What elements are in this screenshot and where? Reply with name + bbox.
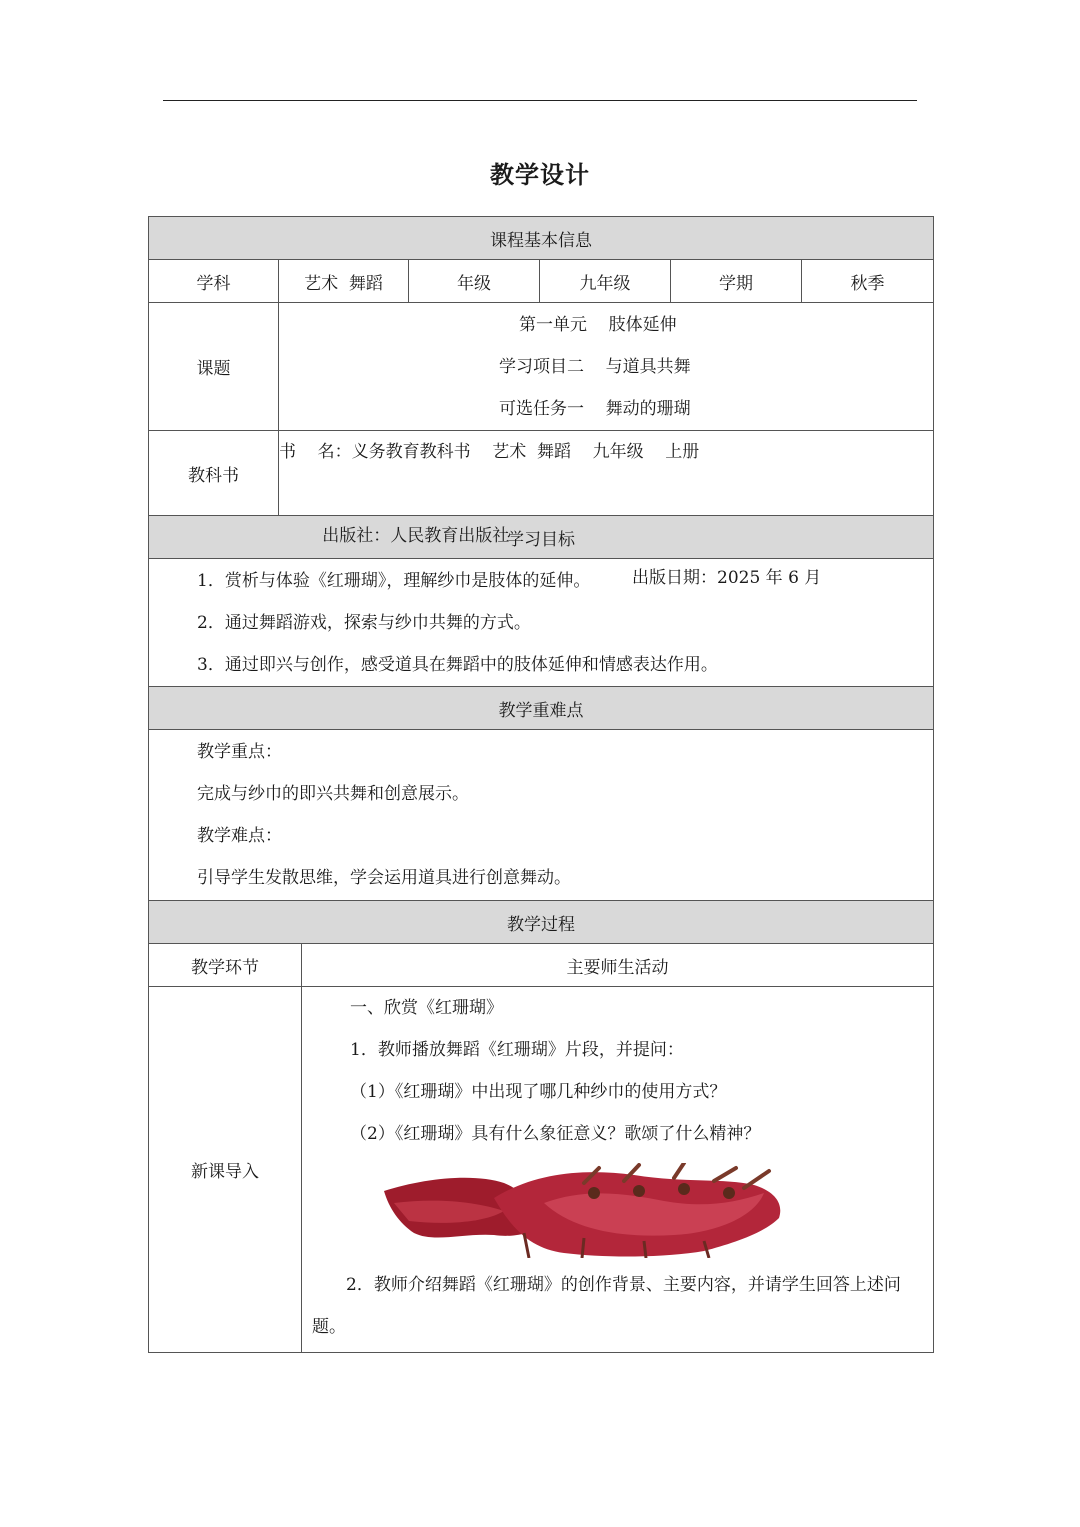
- topic-cell: [279, 303, 934, 431]
- grade-label: 年级: [409, 260, 540, 303]
- topic-label: 课题: [149, 303, 279, 431]
- publish-date: 出版日期：2025 年 6 月: [632, 568, 822, 588]
- key-point-text: 完成与纱巾的即兴共舞和创意展示。: [197, 784, 469, 804]
- topic-project: 学习项目二 与道具共舞: [499, 356, 691, 377]
- header-rule: [163, 100, 917, 101]
- difficult-point-text: 引导学生发散思维，学会运用道具进行创意舞动。: [197, 868, 571, 888]
- page-title: 教学设计: [490, 160, 590, 189]
- term-label: 学期: [671, 260, 802, 303]
- section-process: 教学过程: [149, 901, 934, 944]
- key-point-label: 教学重点：: [197, 742, 282, 762]
- subject-value: 艺术 舞蹈: [279, 260, 409, 303]
- subject-label: 学科: [149, 260, 279, 303]
- dancer-head: [678, 1183, 690, 1195]
- textbook-name: 书 名：义务教育教科书 艺术 舞蹈 九年级 上册: [279, 442, 700, 462]
- intro-activities: [302, 987, 934, 1353]
- objective-item: 3．通过即兴与创作，感受道具在舞蹈中的肢体延伸和情感表达作用。: [197, 654, 718, 675]
- topic-unit: 第一单元 肢体延伸: [519, 314, 677, 335]
- publisher: 出版社：人民教育出版社: [322, 526, 510, 546]
- section-key-points: 教学重难点: [149, 687, 934, 730]
- dancer-head: [588, 1187, 600, 1199]
- activity-step-2: 2．教师介绍舞蹈《红珊瑚》的创作背景、主要内容，并请学生回答上述问题。: [312, 1275, 901, 1337]
- section-basic-info: 课程基本信息: [149, 217, 934, 260]
- dancer-head: [633, 1185, 645, 1197]
- objective-item: 2．通过舞蹈游戏，探索与纱巾共舞的方式。: [197, 612, 531, 633]
- grade-value: 九年级: [540, 260, 671, 303]
- stage-intro: 新课导入: [149, 987, 302, 1353]
- difficult-point-label: 教学难点：: [197, 826, 282, 846]
- section-objectives: 学习目标: [149, 516, 934, 559]
- activity-question-1: （1）《红珊瑚》中出现了哪几种纱巾的使用方式？: [350, 1082, 727, 1102]
- textbook-label: 教科书: [149, 431, 279, 516]
- lesson-plan-table: [148, 216, 934, 1353]
- activity-step-1: 1．教师播放舞蹈《红珊瑚》片段，并提问：: [350, 1040, 684, 1060]
- red-coral-dance-image: [384, 1163, 794, 1258]
- col-activity-header: 主要师生活动: [302, 944, 934, 987]
- activity-question-2: （2）《红珊瑚》具有什么象征意义？歌颂了什么精神？: [350, 1124, 761, 1144]
- term-value: 秋季: [802, 260, 934, 303]
- objective-item: 1．赏析与体验《红珊瑚》，理解纱巾是肢体的延伸。: [197, 570, 591, 591]
- activity-section-title: 一、欣赏《红珊瑚》: [350, 998, 503, 1018]
- col-stage-header: 教学环节: [149, 944, 302, 987]
- topic-task: 可选任务一 舞动的珊瑚: [499, 398, 691, 419]
- key-points-cell: [149, 730, 934, 901]
- dancer-head: [723, 1187, 735, 1199]
